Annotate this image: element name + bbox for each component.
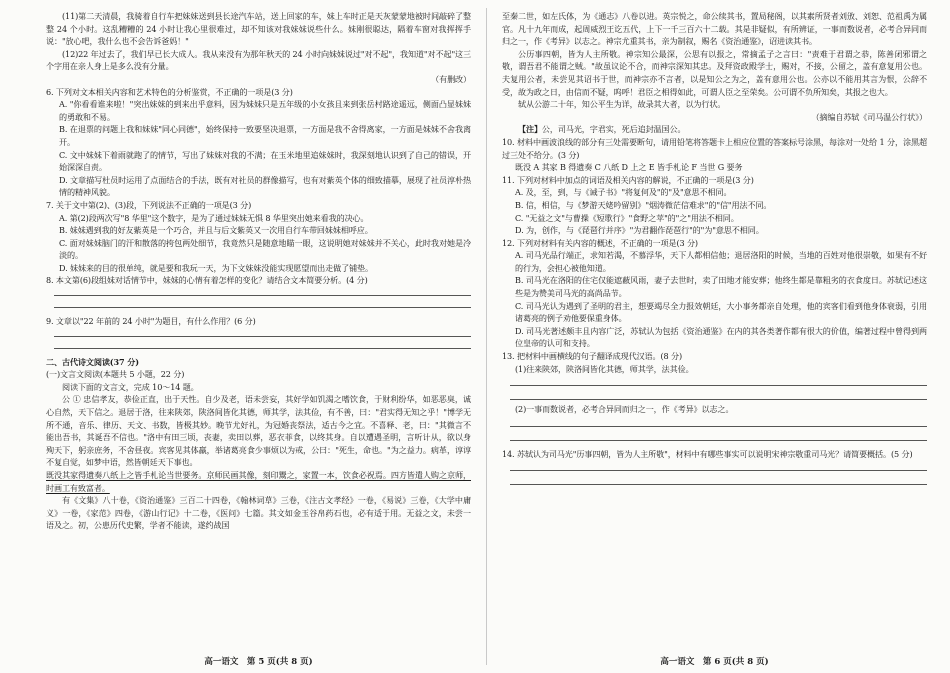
answer-line[interactable] [54, 340, 471, 349]
classical-continued-3: 轼从公游二十年，知公平生为详，故录其大者，以为行状。 [518, 99, 726, 110]
question-7-option-a: A. 第(2)段两次写"8 华里"这个数字，是为了通过妹妹无惧 8 华里突出她来看我的决心。 [59, 212, 369, 223]
section-heading: 二、古代诗文阅读(37 分) [46, 356, 139, 367]
answer-line[interactable] [54, 287, 471, 296]
answer-line[interactable] [510, 375, 927, 386]
question-6-option-a: A. "你看看谁来啦！"突出妹妹的到来出乎意料，因为妹妹只是五年级的小女孩且来到张岳村路途遥远，侧面凸显妹妹的勇敢和不易。 [59, 99, 471, 122]
note-label: 【注】 [518, 124, 542, 135]
question-14-stem: 14. 苏轼认为司马光"历事四朝，皆为人主所敬"，材料中有哪些事实可以说明宋神宗敬重司马光？请简要概括。(5 分) [502, 448, 913, 459]
answer-line[interactable] [54, 299, 471, 308]
question-12-option-d: D. 司马光著述颇丰且内容广泛，苏轼认为包括《资治通鉴》在内的其各类著作都有很大的价值，编著过程中曾得到两位皇帝的认可和支持。 [515, 325, 927, 349]
question-12-stem: 12. 下列对材料有关内容的概述，不正确的一项是(3 分) [502, 237, 698, 248]
question-13-part-1: (1)往来陕郊，陕洛间皆化其德，师其学，法其俭。 [515, 363, 694, 374]
question-10-boxes: 既没 A 其家 B 得遗奏 C 八纸 D 上之 E 皆手札论 F 当世 G 要务 [515, 162, 743, 173]
answer-line[interactable] [510, 389, 927, 400]
question-7-option-c: C. 面对妹妹脑门的汗和散落的挎包两处细节，我竟然只是随意地瞄一眼，这说明她对妹妹并不关心，此时我对她是冷淡的。 [59, 237, 471, 261]
right-page [502, 10, 927, 653]
question-6-option-b: B. 在退票的问题上我和妹妹"同心同德"，始终保持一致要坚决退票，一方面是我不舍得离家，一方面是妹妹不舍我离开。 [59, 124, 471, 147]
question-6-option-c: C. 文中妹妹下着雨就跑了的情节，写出了妹妹对我的不满；在玉米地里追妹妹时，我深刻地认识到了自己的错误，开始深深自责。 [59, 149, 471, 173]
question-7-option-d: D. 妹妹来的目的很单纯，就是要和我玩一天，为下文妹妹没能实现愿望而出走做了铺垫。 [59, 262, 373, 273]
annotation-note [502, 123, 927, 136]
question-11-option-d: D. 为，创作，与《琵琶行并序》"为君翻作琵琶行"的"为"意思不相同。 [515, 225, 764, 236]
question-13-stem: 13. 把材料中画横线的句子翻译成现代汉语。(8 分) [502, 351, 683, 362]
story-paragraph-12: (12)22 年过去了，我们早已长大成人。我从来没有为那年秋天的 24 小时向妹妹说过"对不起"，我知道"对不起"这三个字用在亲人身上是多么没有分量。 [46, 48, 471, 72]
question-11-option-b: B. 信，相信，与《梦游天姥吟留别》"烟涛微茫信难求"的"信"用法不同。 [515, 199, 772, 210]
answer-line[interactable] [54, 328, 471, 337]
classical-wavy-sentence [46, 469, 471, 494]
question-8-stem: 8. 本文第(6)段组妹对话情节中，妹妹的心情有着怎样的变化？请结合文本简要分析。(4 分) [46, 275, 368, 286]
story-paragraph-11: (11)第二天清晨，我骑着自行车把妹妹送到县长途汽车站，送上回家的车，妹上车时正是天灰蒙蒙地被时间敲碎了整整 24 个小时。这乱糟糟的 24 小时让我心里很难过，却不知该对我妹妹说些什么。妹刚很聪达，隔着车窗对我挥挥手说："放心吧，我什么也不会告诉爸妈！" [46, 11, 471, 47]
page-footer-right: 高一语文 第 6 页(共 8 页) [660, 657, 769, 667]
question-9-stem: 9. 文章以"22 年前的 24 小时"为题目，有什么作用？(6 分) [46, 316, 256, 327]
note-text: 公，司马光，字君实，死后追封温国公。 [541, 124, 686, 135]
subsection-heading: (一)文言文阅读(本题共 5 小题，22 分) [46, 369, 185, 380]
answer-line[interactable] [510, 430, 927, 441]
classical-continued-2: 公历事四朝，皆为人主所敬。神宗知公最深，公思有以报之，常摘孟子之言曰："责难于君谓之恭，陈善闭邪谓之敬，谓吾君不能谓之贼。"故虽议论不合，而神宗深知其忠。及拜资政殿学士，赐对，不接，公留之，盖有意复用公也。夫复用公者，未尝见其诏书于世，而神宗亦不言者，以是知公之为之，盖有意用公也。公亦以不能用其言为恨，公辞不受，故为政之日，由信而不疑，呜呼！君臣之相得如此，可谓人臣之至荣矣。公可谓不负所知矣，其报之也大。 [502, 48, 927, 97]
answer-line[interactable] [510, 416, 927, 427]
wavy-underlined-text: 既没其家得遗奏八纸上之皆手札论当世要务。京师民画其像，刻印鬻之，家置一本，饮食必祝焉。四方皆遣人购之京师，时画工有致富者。 [46, 470, 471, 493]
classical-source: （摘编自苏轼《司马温公行状》） [811, 111, 927, 122]
left-page [46, 10, 471, 653]
question-12-option-c: C. 司马光认为遇到了圣明的君主，想要竭尽全力报效朝廷，大小事务都亲自处理，他的宾客们看到他身体衰弱，引用诸葛亮的例子劝他要保重身体。 [515, 300, 927, 324]
story-source: （有删改） [431, 73, 471, 84]
classical-paragraph-2: 有《文集》八十卷，《资治通鉴》三百二十四卷，《翰林词草》三卷，《注古文孝经》一卷，《易说》三卷，《大学中庸义》一卷，《家范》四卷，《游山行记》十二卷，《医问》七篇。其文如金玉谷帛药石也，必有适于用。无益之文，未尝一语及之。初，公患历代史繁，学者不能读，遂约战国 [46, 495, 471, 531]
page-divider [486, 8, 487, 665]
question-12-option-a: A. 司马光品行端正，求知若渴，不慕浮华，天下人都相信他；退居洛阳的时候，当地的百姓对他很崇敬，如果有不好的行为，会担心被他知道。 [515, 250, 927, 273]
classical-continued-1: 至秦二世，如左氏体，为《通志》八卷以进。英宗悦之，命公续其书，置局秘阁，以其素所贤者刘攽、刘恕、范祖禹为属官。凡十九年而成，起周威烈王讫五代，上下一千三百六十二载。其是非疑似，有所辨证，一事而数说者，必考合异同而归之一，作《考异》以志之。神宗尤重其书，亲为制叙，赐名《资治通鉴》，诏进读其书。 [502, 11, 927, 47]
question-11-option-a: A. 及，至，到，与《诫子书》"将复何及"的"及"意思不相同。 [515, 187, 732, 198]
answer-line[interactable] [510, 474, 927, 485]
question-10-stem: 10. 材料中画波浪线的部分有三处需要断句，请用铅笔将答题卡上相应位置的答案标号涂黑，每涂对一处给 1 分，涂黑超过三处不给分。(3 分) [502, 136, 927, 160]
question-12-option-b: B. 司马光在洛阳的住宅仅能遮蔽风雨，妻子去世时，卖了田地才能安葬；他终生都是靠粗劣的衣食度日。苏轼记述这些是为赞美司马光的高尚品节。 [515, 275, 927, 299]
question-7-option-b: B. 妹妹遇到我的好友紫英是一个巧合，并且与后文紫英又一次用自行车带回妹妹相呼应。 [59, 225, 373, 236]
answer-line[interactable] [510, 460, 927, 471]
question-6-stem: 6. 下列对文本相关内容和艺术特色的分析鉴赏，不正确的一项是(3 分) [46, 86, 293, 97]
reading-instruction: 阅读下面的文言文，完成 10～14 题。 [62, 381, 199, 392]
question-11-option-c: C. "无益之文"与曹操《短歌行》"食野之苹"的"之"用法不相同。 [515, 212, 739, 223]
classical-paragraph-1: 公 ① 忠信孝友，恭俭正直，出于天性。自少及老，语未尝妄，其好学如饥渴之嗜饮食，于财利纷华，如恶恶臭，诚心自然，天下信之。退居于洛，往来陕郊，陕洛间皆化其德，师其学，法其俭，有不善，曰："君实得无知之乎！"博学无所不通，音乐、律历、天文、书数，皆极其妙。晚节尤好礼，为冠婚丧祭法，适古今之宜。不喜释、老，曰："其微言不能出吾书，其诞吾不信也。"洛中有田三顷，丧妻，卖田以葬，恶衣菲食，以终其身。自以遭遇圣明，言听计从，欲以身殉天下，躬亲庶务，不舍昼夜。宾客见其体羸，举诸葛亮食少事烦以为戒，公曰："死生，命也。"为之益力。病革，谆谆不复自觉，如梦中语，然皆朝廷天下事也。 [46, 394, 471, 468]
question-11-stem: 11. 下列对材料中加点的词语及相关内容的解说，不正确的一项是(3 分) [502, 174, 754, 185]
question-13-part-2: (2)一事而数说者，必考合异同而归之一，作《考异》以志之。 [515, 404, 734, 415]
question-6-option-d: D. 文章描写杜员时运用了点面结合的手法，既有对社员的群像描写，也有对紫英个体的细致描摹，展现了社员淳朴热情的精神风貌。 [59, 174, 471, 198]
page-footer-left: 高一语文 第 5 页(共 8 页) [204, 657, 313, 667]
question-7-stem: 7. 关于文中第(2)、(3)段，下列说法不正确的一项是(3 分) [46, 199, 252, 210]
